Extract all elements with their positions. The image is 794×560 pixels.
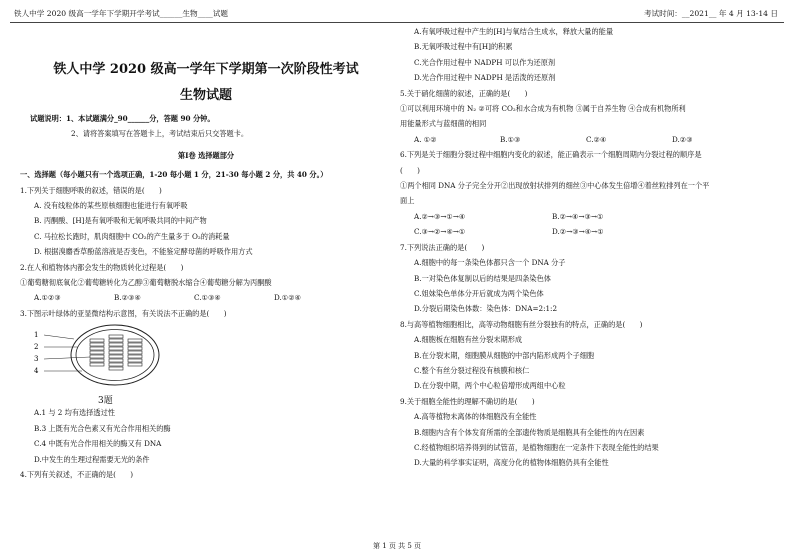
q4-option-b: B.无氧呼吸过程中有[H]的积累 [414, 42, 513, 52]
q1-option-a: A. 没有线粒体的某些原核细胞也能进行有氧呼吸 [34, 201, 188, 211]
q7-option-b: B.一对染色体复制以后的结果是四条染色体 [414, 273, 551, 283]
q4-option-a: A.有氧呼吸过程中产生的[H]与氧结合生成水，释放大量的能量 [414, 27, 614, 36]
q3-option-b: B.3 上既有光合色素又有光合作用相关的酶 [34, 423, 171, 433]
q2-desc: ①葡萄糖彻底氧化②葡萄糖转化为乙醇③葡萄糖脱水缩合④葡萄糖分解为丙酮酸 [20, 278, 272, 288]
q6-options-row-1 [400, 209, 782, 224]
q5-option-b: B.①③ [500, 134, 521, 144]
q6-option-b: B.②→④→③→① [552, 211, 604, 221]
note-2: 2、请将答案填写在答题卡上，考试结束后只交答题卡。 [71, 129, 249, 139]
q6-option-a: A.②→③→①→④ [414, 211, 466, 221]
q4-option-d: D.光合作用过程中 NADPH 是活泼的还原剂 [414, 73, 556, 83]
q2-options [20, 290, 392, 305]
q4-option-c: C.光合作用过程中 NADPH 可以作为还原剂 [414, 57, 556, 67]
header-left: 铁人中学 2020 级高一学年下学期开学考试______生物____试题 [14, 9, 228, 18]
q2-stem: 2.在人和植物体内都会发生的物质转化过程是( ) [20, 262, 184, 272]
part-one-heading: 一、选择题（每小题只有一个选项正确，1-20 每小题 1 分，21-30 每小题 2 分，共 40 分。） [20, 170, 328, 180]
fig-label-2: 2 [34, 343, 39, 352]
q5-options [400, 132, 782, 147]
q3-stem: 3.下图示叶绿体的亚显微结构示意图，有关说法不正确的是( ) [20, 308, 227, 318]
q6-options-row-2 [400, 224, 782, 239]
q5-option-a: A. ①② [414, 134, 437, 144]
q5-option-c: C.②④ [586, 134, 607, 144]
q7-option-d: D.分裂后期染色体数：染色体：DNA=2:1:2 [414, 304, 558, 314]
q6-option-c: C.③→②→④→① [414, 227, 466, 237]
q2-option-c: C.①③④ [194, 293, 221, 303]
fig-label-3: 3 [34, 355, 39, 364]
q8-option-b: B.在分裂末期，细胞膜从细胞的中部内陷形成两个子细胞 [414, 350, 595, 360]
q7-stem: 7.下列说法正确的是( ) [400, 242, 485, 252]
exam-subtitle: 生物试题 [179, 88, 232, 103]
q9-option-d: D.大量的科学事实证明，高度分化的植物体细胞仍具有全能性 [414, 458, 609, 468]
q7-option-c: C.姐妹染色单体分开后就成为两个染色体 [414, 288, 544, 298]
q5-desc-2: 用能量形式与蓝细菌的相同 [400, 119, 487, 129]
q3-option-a: A.1 与 2 均有选择透过性 [34, 408, 115, 418]
q6-desc-1: ①两个相同 DNA 分子完全分开②出现放射状排列的细丝③中心体发生倍增④着丝粒排列在一个平 [400, 181, 710, 191]
page-footer: 第 1 页 共 5 页 [372, 542, 422, 550]
page-header [10, 6, 784, 23]
exam-title: 铁人中学 2020 级高一学年下学期第一次阶段性考试 [53, 62, 359, 77]
q1-option-c: C. 马拉松长跑时，肌肉细胞中 CO₂的产生量多于 O₂的消耗量 [34, 231, 230, 241]
q8-stem: 8.与高等植物细胞相比，高等动物细胞有丝分裂独有的特点，正确的是( ) [400, 319, 643, 329]
q7-option-a: A.细胞中的每一条染色体都只含一个 DNA 分子 [414, 258, 566, 268]
q6-stem: 6.下列是关于细胞分裂过程中细胞内变化的叙述，能正确表示一个细胞周期内分裂过程的顺序是 [400, 150, 702, 160]
fig-label-4: 4 [34, 367, 39, 376]
q9-option-c: C.经植物组织培养得到的试管苗，是植物细胞在一定条件下表现全能性的结果 [414, 442, 659, 452]
q3-option-d: D.中发生的生理过程需要无光的条件 [34, 454, 150, 464]
q3-option-c: C.4 中既有光合作用相关的酶又有 DNA [34, 439, 162, 449]
q8-option-a: A.细胞板在细胞有丝分裂末期形成 [414, 335, 523, 345]
left-column [20, 24, 392, 482]
q9-option-b: B.细胞内含有个体发育所需的全部遗传物质是细胞具有全能性的内在因素 [414, 427, 645, 437]
header-right: 考试时间：__2021__ 年 4 月 13-14 日 [643, 9, 778, 18]
q2-option-d: D.①②④ [274, 293, 302, 303]
q4-stem: 4.下列有关叙述，不正确的是( ) [20, 469, 134, 479]
q9-stem: 9.关于细胞全能性的理解不确切的是( ) [400, 396, 535, 406]
q2-option-b: B.②③④ [114, 293, 141, 303]
q2-option-a: A.①②③ [34, 293, 61, 303]
q1-option-d: D. 根据溴麝香草酚蓝溶液是否变色，不能鉴定酵母菌的呼吸作用方式 [34, 247, 253, 257]
q6-stem-end: ( ) [400, 165, 420, 175]
q9-option-a: A.高等植物未离体的体细胞没有全能性 [414, 412, 537, 422]
fig-label-1: 1 [34, 331, 39, 340]
q6-option-d: D.②→③→④→① [552, 227, 604, 237]
q5-stem: 5.关于硝化细菌的叙述，正确的是( ) [400, 88, 528, 98]
q5-option-d: D.②③ [672, 134, 693, 144]
right-column [400, 24, 782, 471]
q6-desc-2: 面上 [400, 196, 415, 206]
q1-stem: 1.下列关于细胞呼吸的叙述，错误的是( ) [20, 185, 162, 195]
section-title: 第Ⅰ卷 选择题部分 [177, 150, 235, 160]
q8-option-c: C.整个有丝分裂过程没有核膜和核仁 [414, 365, 530, 375]
chloroplast-figure [30, 321, 392, 405]
note-1: 试题说明：1、本试题满分_90______分，答题 90 分钟。 [30, 114, 215, 123]
q8-option-d: D.在分裂中期，两个中心粒倍增形成两组中心粒 [414, 381, 566, 391]
q1-option-b: B. 丙酮酸、[H]是有氧呼吸和无氧呼吸共同的中间产物 [34, 216, 207, 226]
q5-desc-1: ①可以利用环境中的 N₂ ②可将 CO₂和水合成为有机物 ③属于自养生物 ④合成有机物所利 [400, 104, 686, 114]
figure-caption: 3题 [98, 396, 113, 407]
